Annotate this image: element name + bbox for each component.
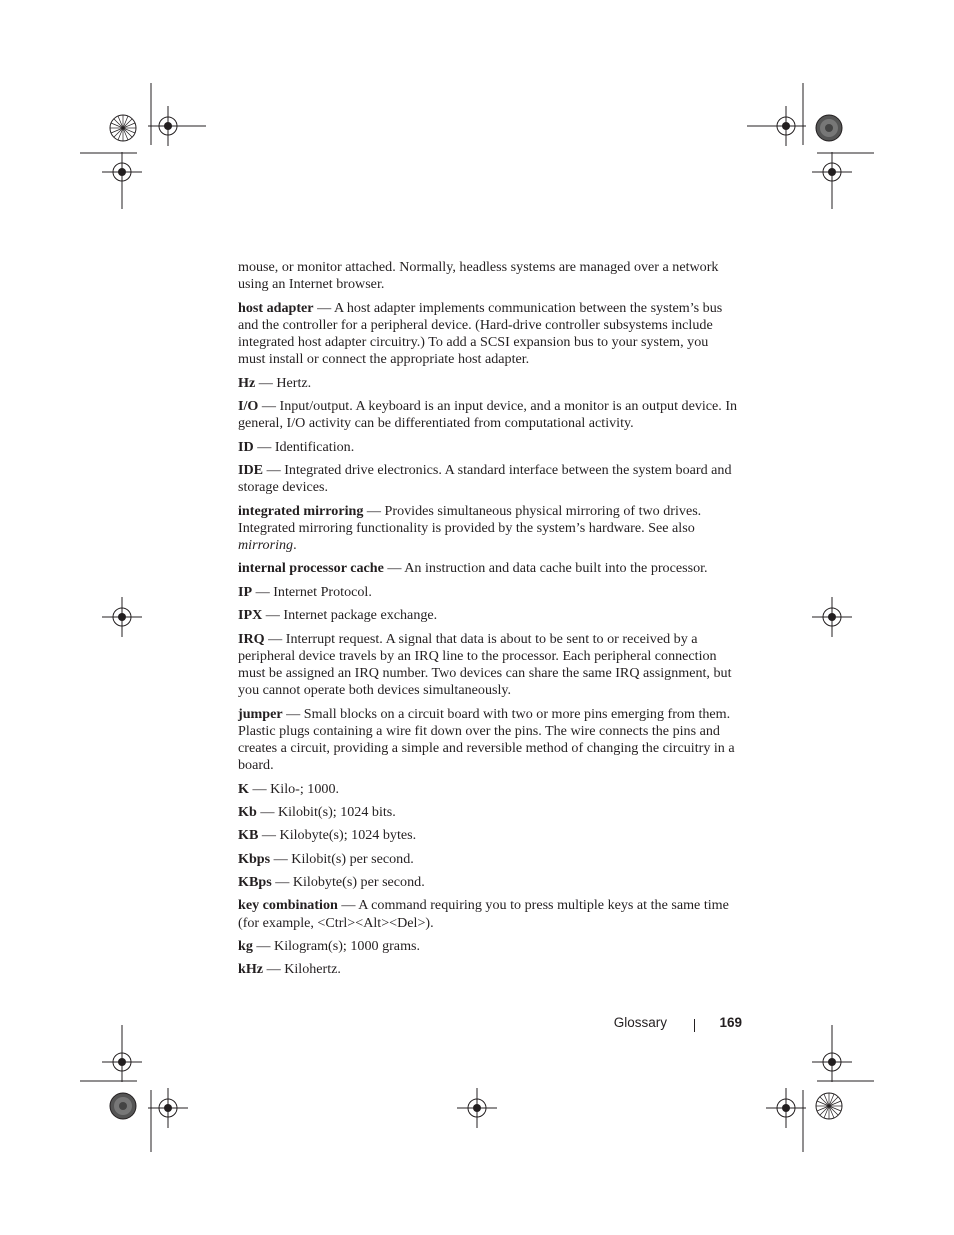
term-separator: — [258,397,280,414]
glossary-term: kg [238,938,253,955]
glossary-entry [238,462,738,496]
glossary-definition: Kilobyte(s) per second. [292,874,425,891]
glossary-definition: Interrupt request. A signal that data is about to be sent to or received by a peripheral device travels by an IRQ line to the processor. Each peripheral connection must be assigned an IRQ number. Two devices can share the same IRQ assignment, but you cannot operate both devices simultaneously. [238,630,732,699]
glossary-entry [238,375,738,392]
glossary-definition: Kilobit(s) per second. [291,850,414,867]
glossary-term: IDE [238,461,264,478]
glossary-entries [238,300,738,979]
glossary-entry [238,607,738,624]
glossary-term: key combination [238,897,338,914]
glossary-body [238,259,738,985]
glossary-entry [238,706,738,775]
term-separator: — [258,827,280,844]
glossary-term: integrated mirroring [238,502,364,519]
term-separator: — [253,438,275,455]
glossary-term: internal processor cache [238,560,384,577]
term-separator: — [264,630,286,647]
glossary-definition: Internet Protocol. [273,583,372,600]
glossary-definition: Provides simultaneous physical mirroring of two drives. Integrated mirroring functionality is provided by the system’s hardware. See also [238,502,702,536]
glossary-term: I/O [238,397,259,414]
glossary-term: IPX [238,607,263,624]
glossary-entry [238,584,738,601]
term-separator: — [252,583,274,600]
glossary-entry [238,781,738,798]
term-separator: — [256,803,278,820]
glossary-term: Kb [238,803,257,820]
glossary-entry [238,300,738,369]
page-footer [560,1015,742,1035]
glossary-definition: Kilobyte(s); 1024 bytes. [279,827,417,844]
glossary-definition: Kilobit(s); 1024 bits. [277,803,396,820]
glossary-entry [238,874,738,891]
term-separator: — [270,850,292,867]
glossary-entry [238,851,738,868]
term-separator: — [252,938,275,955]
glossary-entry [238,804,738,821]
term-separator: — [248,780,271,797]
glossary-term: IP [238,583,253,600]
glossary-term: K [238,780,249,797]
glossary-entry [238,961,738,978]
glossary-definition: Hertz. [276,374,312,391]
term-separator: — [313,299,334,316]
term-separator: — [363,502,385,519]
page-number: 169 [719,1015,742,1030]
glossary-term: ID [238,438,254,455]
glossary-definition: A command requiring you to press multiple keys at the same time (for example, <Ctrl><Alt><Del>). [238,897,729,931]
glossary-entry [238,560,738,577]
glossary-definition: Kilohertz. [284,961,341,978]
term-separator: — [255,374,277,391]
glossary-entry [238,827,738,844]
term-separator: — [282,705,304,722]
glossary-entry [238,439,738,456]
term-separator: — [337,897,359,914]
glossary-entry [238,897,738,931]
footer-separator [694,1019,695,1032]
cross-reference: mirroring [238,536,294,553]
glossary-definition: Kilogram(s); 1000 grams. [274,938,421,955]
glossary-term: jumper [238,705,283,722]
glossary-term: KBps [238,874,272,891]
glossary-definition: Internet package exchange. [283,607,438,624]
term-separator: — [383,560,405,577]
glossary-definition: Input/output. A keyboard is an input device, and a monitor is an output device. In general, I/O activity can be differentiated from computational activity. [238,397,738,432]
glossary-definition: Small blocks on a circuit board with two or more pins emerging from them. Plastic plugs containing a wire fit down over the pins. The wire connects the pins and creates a circuit, providing a simple and reversible method of changing the circuitry in a board. [238,705,735,774]
glossary-term: IRQ [238,630,265,647]
footer-section-title: Glossary [613,1015,667,1030]
glossary-term: Hz [238,374,256,391]
glossary-definition: An instruction and data cache built into the processor. [404,560,708,577]
glossary-definition: A host adapter implements communication between the system’s bus and the controller for a peripheral device. (Hard-drive controller subsystems include integrated host adapter circuitry.) To add a SCSI expansion bus to your system, you must install or connect the appropriate host adapter. [238,299,723,368]
glossary-entry [238,503,738,555]
glossary-entry [238,631,738,700]
term-separator: — [263,961,285,978]
glossary-definition: Identification. [274,438,355,455]
glossary-definition: Integrated drive electronics. A standard interface between the system board and storage devices. [238,461,732,496]
continuation-paragraph: mouse, or monitor attached. Normally, headless systems are managed over a network using an Internet browser. [238,259,719,293]
term-separator: — [262,607,284,624]
term-separator: — [271,874,293,891]
term-separator: — [263,461,285,478]
glossary-definition: Kilo-; 1000. [270,780,340,797]
glossary-term: Kbps [238,850,271,867]
glossary-term: host adapter [238,299,314,316]
definition-end: . [293,536,297,553]
glossary-term: kHz [238,961,264,978]
glossary-entry [238,938,738,955]
glossary-term: KB [238,827,259,844]
glossary-entry [238,398,738,432]
